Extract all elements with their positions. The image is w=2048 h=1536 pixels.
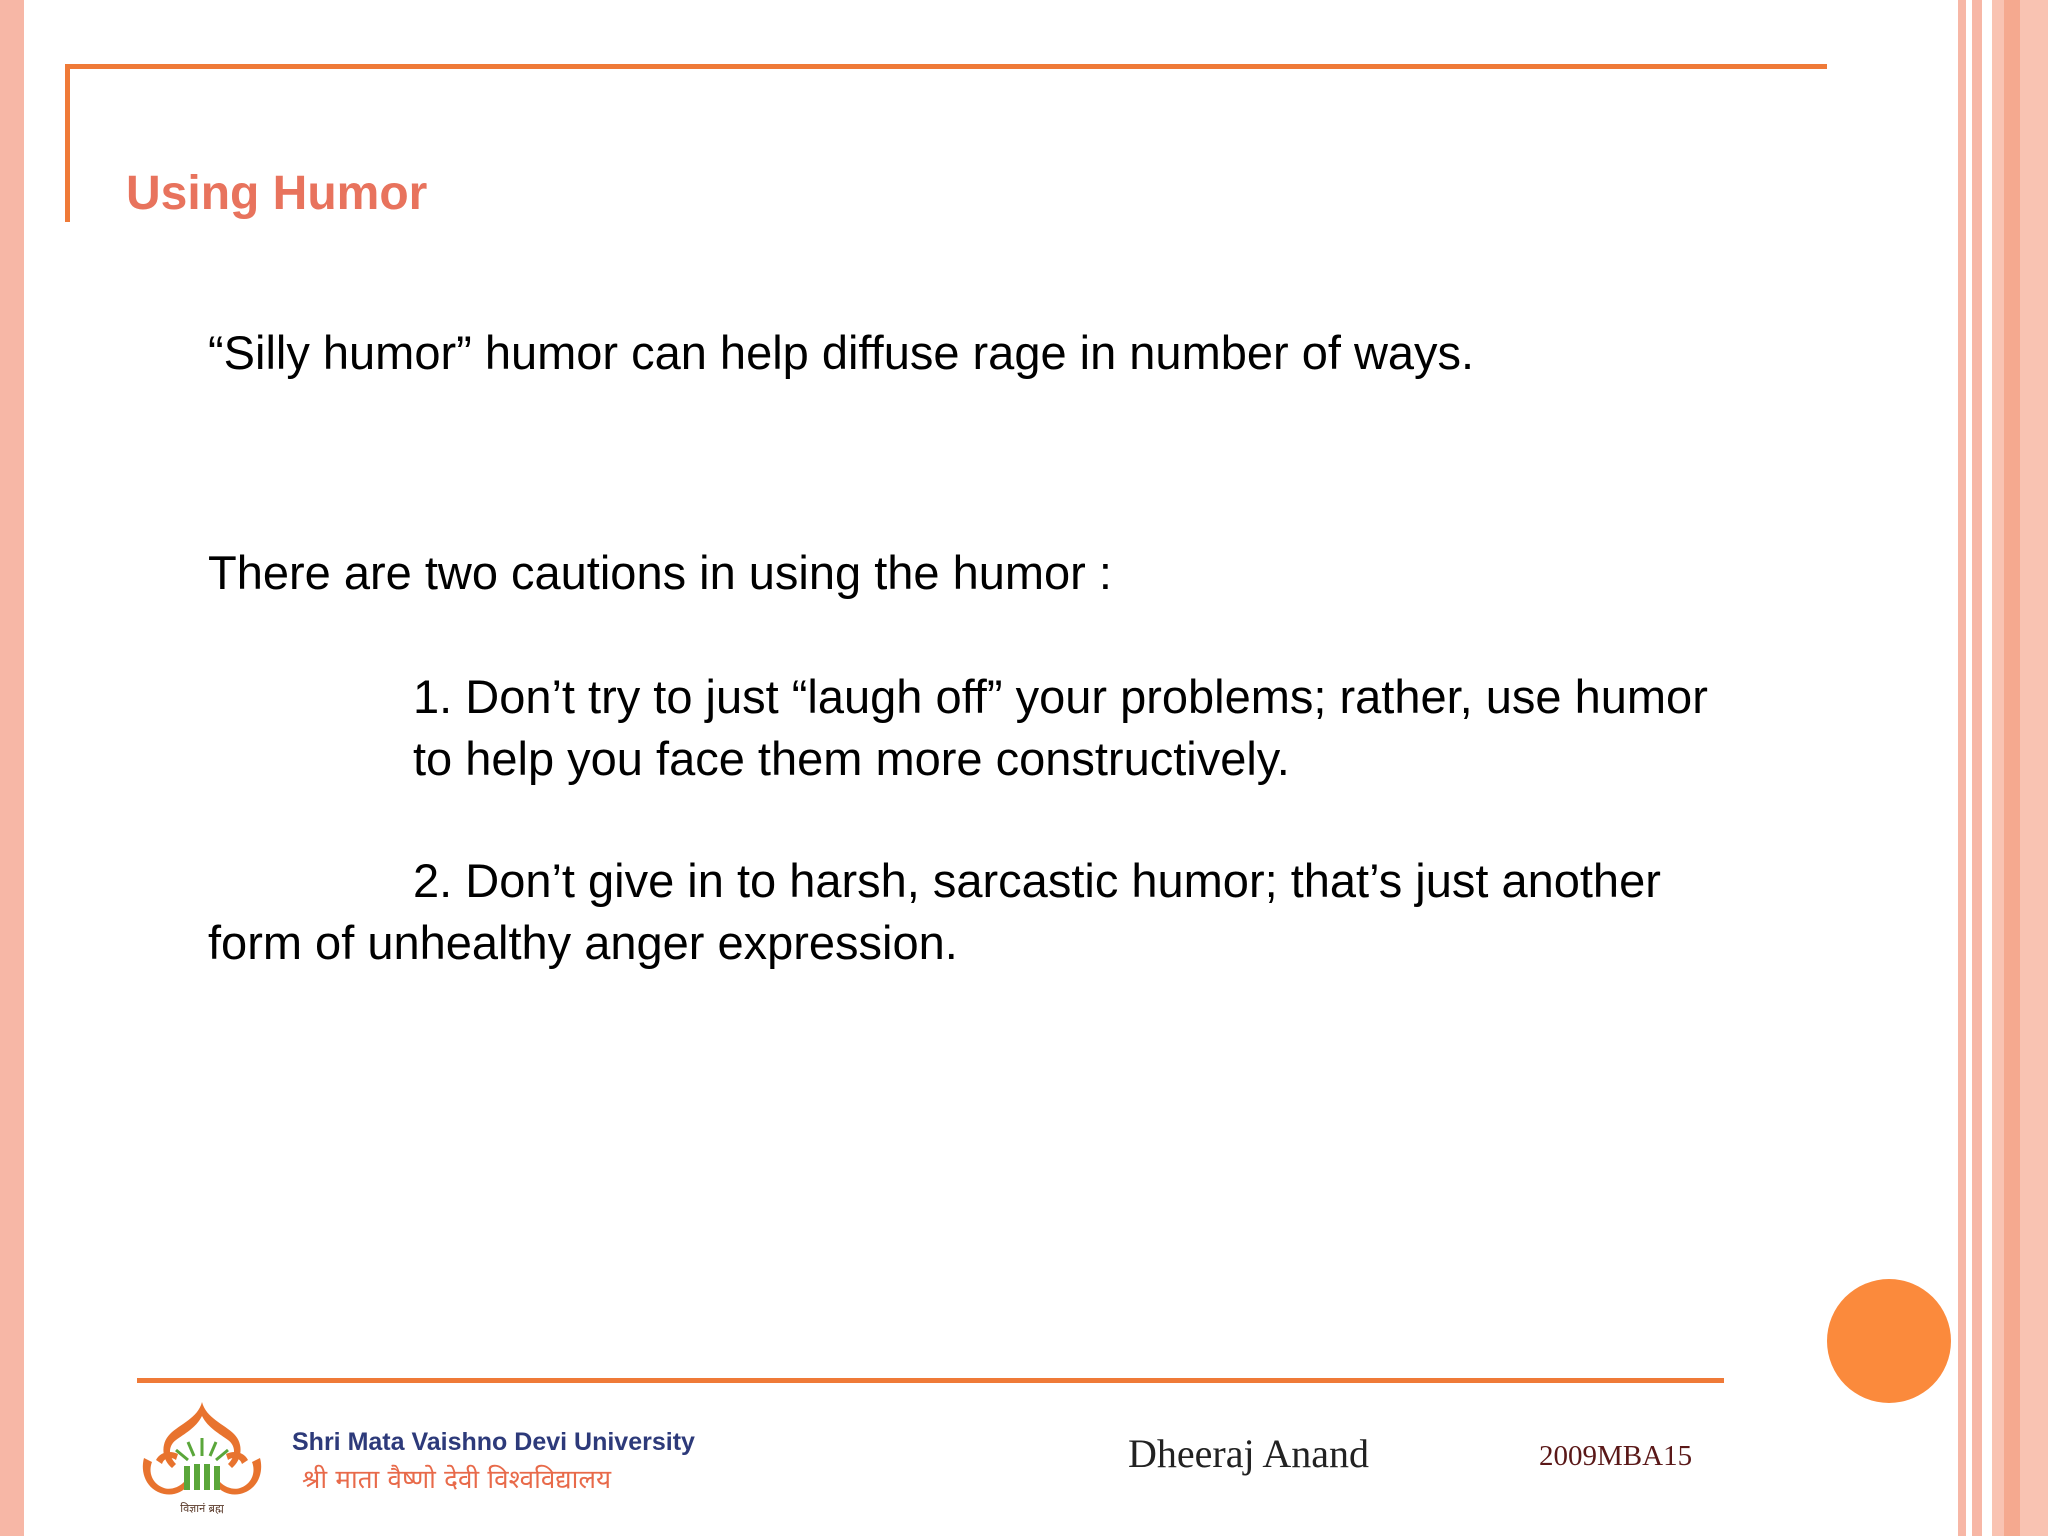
intro-text: “Silly humor” humor can help diffuse rage in number of ways. — [208, 326, 1475, 379]
university-logo — [132, 1398, 272, 1518]
caution-2-text-continued: form of unhealthy anger expression. — [208, 916, 958, 969]
decorative-circle — [1827, 1279, 1951, 1403]
slide-title: Using Humor — [126, 167, 428, 220]
caution-1-text: 1. Don’t try to just “laugh off” your problems; rather, use humor — [413, 670, 1708, 723]
university-name-hindi: श्री माता वैष्णो देवी विश्वविद्यालय — [302, 1465, 612, 1495]
title-top-rule — [65, 64, 1827, 69]
logo-motto: विज्ञानं ब्रह्म — [180, 1502, 224, 1515]
author-name: Dheeraj Anand — [1128, 1431, 1370, 1476]
right-border-stripe — [2004, 0, 2020, 1536]
caution-1-text-continued: to help you face them more constructively. — [413, 732, 1290, 785]
caution-2-text: 2. Don’t give in to harsh, sarcastic humor; that’s just another — [413, 854, 1661, 907]
right-border-stripe — [1972, 0, 1982, 1536]
roll-number: 2009MBA15 — [1539, 1440, 1693, 1472]
title-left-bracket — [65, 64, 70, 222]
footer-rule — [137, 1378, 1724, 1383]
right-border-stripe — [1992, 0, 2048, 1536]
cautions-heading: There are two cautions in using the humor : — [208, 546, 1112, 599]
left-border-stripe — [0, 0, 24, 1536]
right-border-stripe — [1958, 0, 1966, 1536]
university-name-english: Shri Mata Vaishno Devi University — [292, 1428, 695, 1456]
